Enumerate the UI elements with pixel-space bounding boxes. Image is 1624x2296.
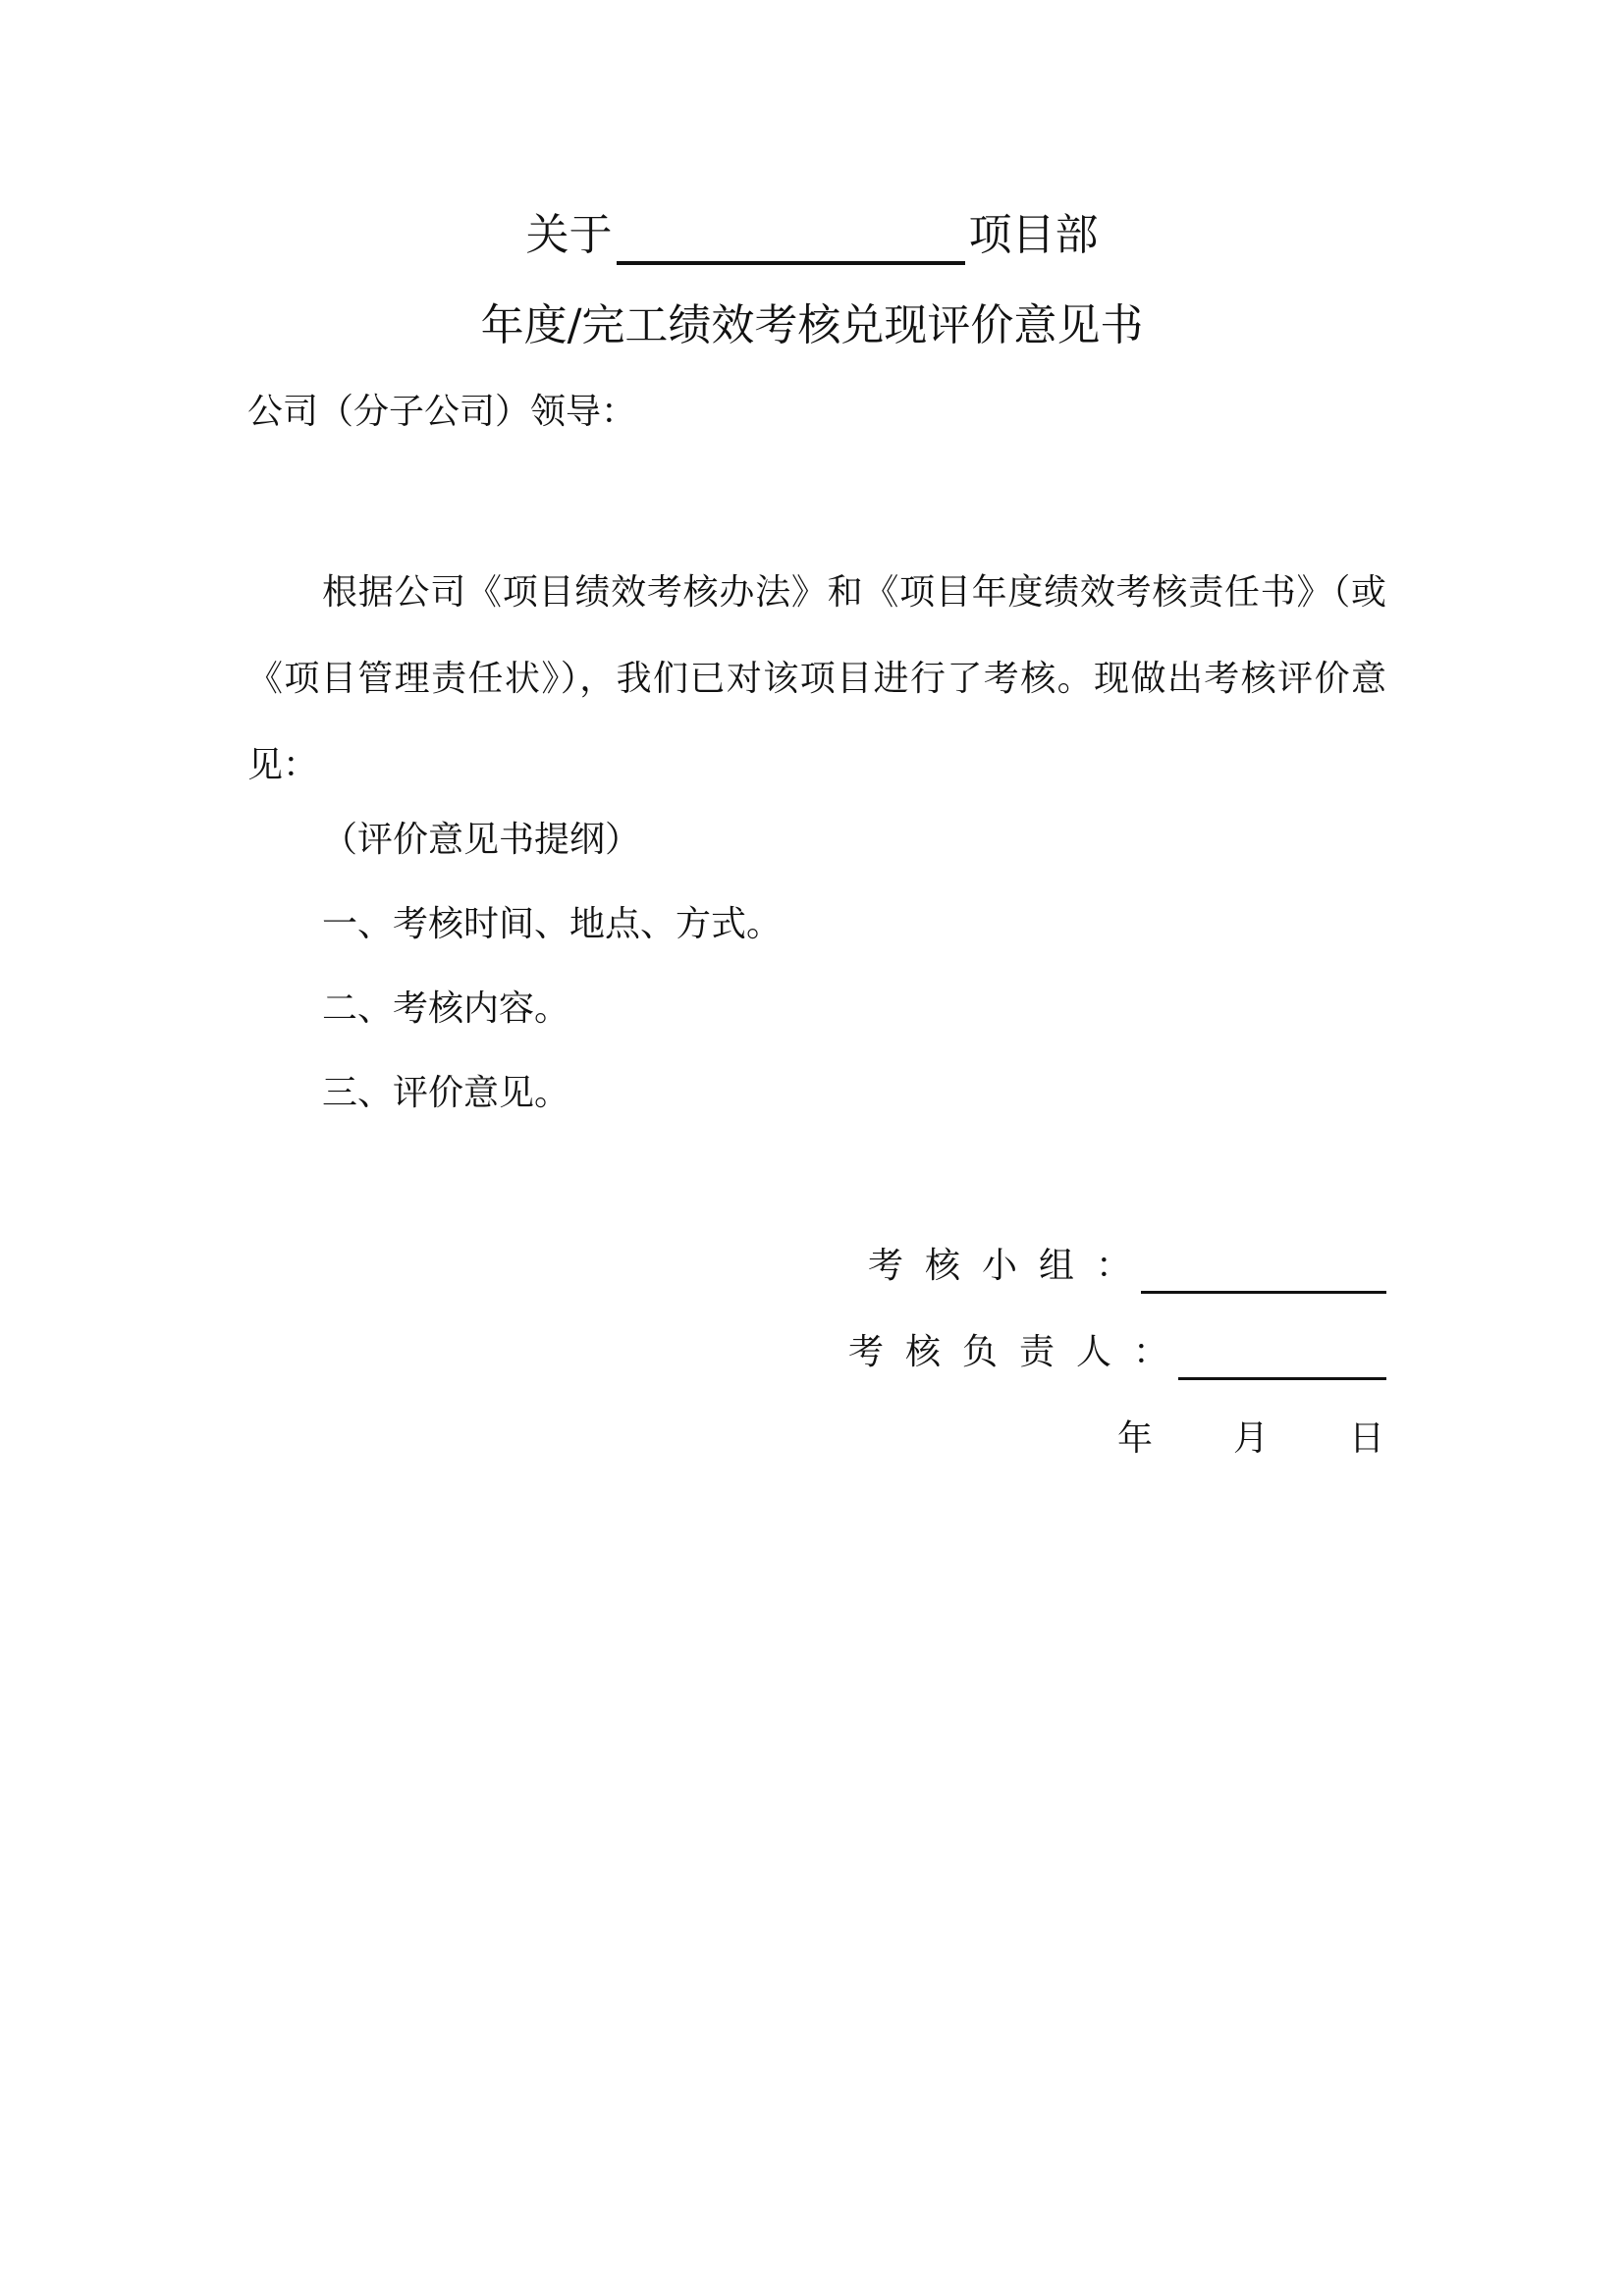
signature-leader-colon: ： bbox=[1132, 1332, 1168, 1372]
outline-heading: （评价意见书提纲） bbox=[322, 820, 641, 860]
date-day: 日 bbox=[1348, 1418, 1384, 1459]
signature-group-label: 考核小组 bbox=[867, 1246, 1096, 1286]
salutation: 公司（分子公司）领导： bbox=[247, 392, 637, 432]
outline-item-3: 三、评价意见。 bbox=[322, 1073, 570, 1113]
signature-group-blank[interactable] bbox=[1141, 1252, 1386, 1294]
title-line-1 bbox=[0, 206, 1624, 265]
signature-leader-blank[interactable] bbox=[1178, 1338, 1386, 1380]
title-line-2: 年度/完工绩效考核兑现评价意见书 bbox=[480, 300, 1144, 350]
date-month: 月 bbox=[1232, 1418, 1269, 1459]
outline-item-1: 一、考核时间、地点、方式。 bbox=[322, 904, 783, 944]
date-row bbox=[1117, 1412, 1384, 1467]
title-suffix: 项目部 bbox=[968, 210, 1099, 260]
title-prefix: 关于 bbox=[525, 210, 613, 260]
signature-group-row bbox=[868, 1239, 1386, 1294]
signature-leader-row bbox=[848, 1325, 1386, 1380]
body-paragraph: 根据公司《项目绩效考核办法》和《项目年度绩效考核责任书》（或《项目管理责任状》），我们已对该项目进行了考核。现做出考核评价意见： bbox=[247, 572, 1386, 785]
signature-group-colon: ： bbox=[1095, 1246, 1131, 1286]
signature-leader-label: 考核负责人 bbox=[847, 1332, 1133, 1372]
project-name-blank[interactable] bbox=[617, 216, 965, 265]
outline-item-2: 二、考核内容。 bbox=[322, 988, 570, 1029]
date-year: 年 bbox=[1116, 1418, 1153, 1459]
